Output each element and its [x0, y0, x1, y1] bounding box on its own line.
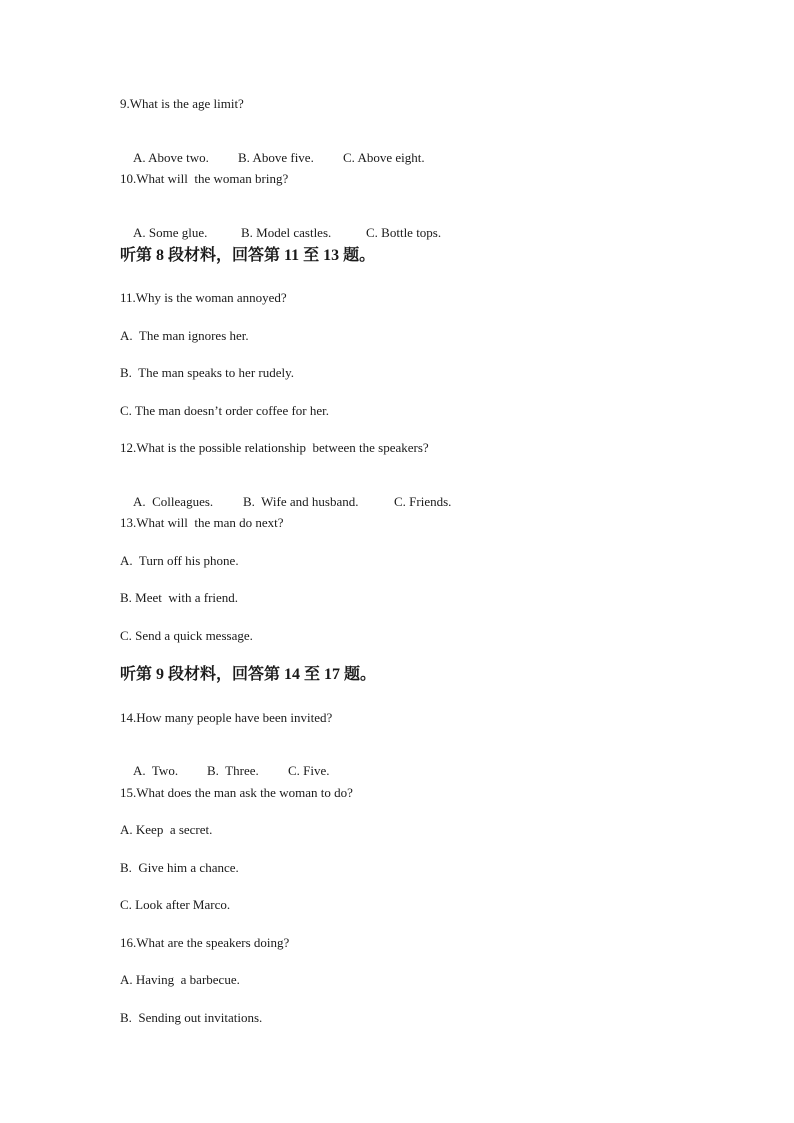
question-11: 11.Why is the woman annoyed?	[120, 290, 287, 305]
option-c: C. Above eight.	[343, 150, 425, 165]
option-a: A. Colleagues.	[133, 494, 214, 509]
option-b: B. Meet with a friend.	[120, 590, 239, 605]
section-heading: 听第 8 段材料，回答第 11 至 13 题。	[120, 247, 376, 264]
option-c: C. The man doesn’t order coffee for her.	[120, 403, 330, 418]
option-b: B. Model castles.	[241, 225, 332, 240]
option-c: C. Friends.	[394, 494, 452, 509]
section-heading: 听第 9 段材料，回答第 14 至 17 题。	[120, 666, 377, 683]
option-a: A. Keep a secret.	[120, 822, 213, 837]
question-15: 15.What does the man ask the woman to do?	[120, 785, 353, 800]
question-9: 9.What is the age limit?	[120, 96, 244, 111]
question-13: 13.What will the man do next?	[120, 515, 284, 530]
option-a: A. The man ignores her.	[120, 328, 249, 343]
option-c: C. Look after Marco.	[120, 897, 231, 912]
option-c: C. Send a quick message.	[120, 628, 253, 643]
question-10: 10.What will the woman bring?	[120, 171, 289, 186]
option-b: B. Wife and husband.	[243, 494, 359, 509]
question-14: 14.How many people have been invited?	[120, 710, 333, 725]
option-a: A. Above two.	[133, 150, 209, 165]
option-b: B. Give him a chance.	[120, 860, 239, 875]
option-b: B. The man speaks to her rudely.	[120, 365, 295, 380]
question-16: 16.What are the speakers doing?	[120, 935, 290, 950]
option-a: A. Having a barbecue.	[120, 972, 240, 987]
option-c: C. Bottle tops.	[366, 225, 442, 240]
option-a: A. Two.	[133, 763, 179, 778]
option-b: B. Sending out invitations.	[120, 1010, 263, 1025]
option-b: B. Above five.	[238, 150, 314, 165]
option-a: A. Turn off his phone.	[120, 553, 239, 568]
option-c: C. Five.	[288, 763, 330, 778]
question-12: 12.What is the possible relationship between the speakers?	[120, 440, 429, 455]
option-a: A. Some glue.	[133, 225, 208, 240]
option-b: B. Three.	[207, 763, 259, 778]
